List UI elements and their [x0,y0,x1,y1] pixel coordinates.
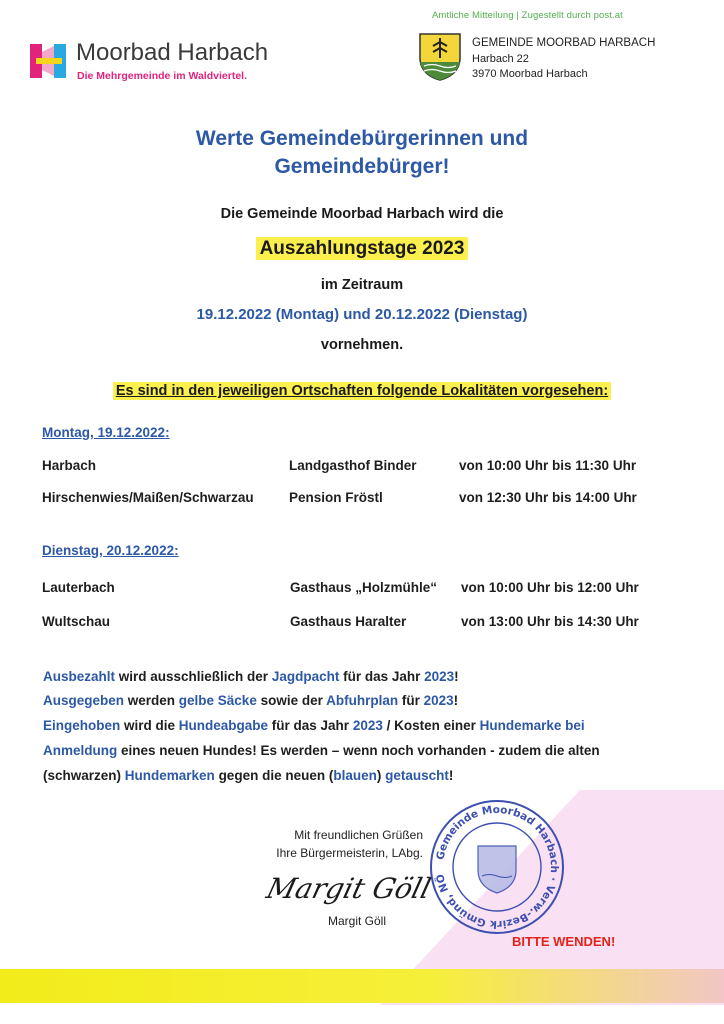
svg-text:Margit Göll: Margit Göll [263,872,435,905]
payout-dates: 19.12.2022 (Montag) und 20.12.2022 (Dienstag) [196,306,528,323]
schedule-venue: Gasthaus Haralter [290,614,407,629]
svg-text:Gemeinde Moorbad Harbach · Ver: Gemeinde Moorbad Harbach · Verw.-Bezirk Gmünd, NÖ [434,803,561,931]
greeting-line-2: Gemeindebürger! [274,155,450,178]
schedule-place: Lauterbach [42,580,115,595]
info-line-payout: Ausbezahlt wird ausschließlich der Jagdpacht für das Jahr 2023! [43,669,459,684]
yellow-footer-band [0,969,724,1003]
schedule-venue: Gasthaus „Holzmühle“ [290,580,438,595]
intro-line: Die Gemeinde Moorbad Harbach wird die [220,206,504,222]
intro-closing: vornehmen. [320,337,404,353]
title-wrapper [0,238,724,260]
turn-over-notice: BITTE WENDEN! [512,934,616,949]
signatory-name: Margit Göll [327,914,386,928]
day-heading-monday: Montag, 19.12.2022: [42,425,170,440]
municipality-name: GEMEINDE MOORBAD HARBACH [472,37,656,49]
info-line-exchange: (schwarzen) Hundemarken gegen die neuen (blauen) getauscht! [43,768,454,783]
period-label: im Zeitraum [320,277,404,293]
official-stamp-seal [426,796,568,938]
municipal-crest-icon [418,32,462,82]
schedule-venue: Pension Fröstl [289,490,383,505]
schedule-time: von 12:30 Uhr bis 14:00 Uhr [459,490,637,505]
schedule-venue: Landgasthof Binder [289,458,417,473]
info-line-handout: Ausgegeben werden gelbe Säcke sowie der Abfuhrplan für 2023! [43,693,459,708]
schedule-time: von 10:00 Uhr bis 12:00 Uhr [461,580,639,595]
moorbad-logo-icon [30,42,68,80]
day-heading-tuesday: Dienstag, 20.12.2022: [42,543,179,558]
closing-regards: Mit freundlichen Grüßen [294,828,423,842]
municipality-street: Harbach 22 [472,53,529,65]
schedule-time: von 10:00 Uhr bis 11:30 Uhr [459,458,637,473]
postal-notice: Amtliche Mitteilung | Zugestellt durch post.at [432,10,623,21]
schedule-place: Harbach [42,458,97,473]
municipality-city: 3970 Moorbad Harbach [472,68,588,80]
schedule-place: Hirschenwies/Maißen/Schwarzau [42,490,254,505]
info-line-dogtax: Eingehoben wird die Hundeabgabe für das Jahr 2023 / Kosten einer Hundemarke bei [43,718,585,733]
locations-heading: Es sind in den jeweiligen Ortschaften folgende Lokalitäten vorgesehen: [113,382,611,400]
payout-days-title: Auszahlungstage 2023 [256,237,469,260]
logo-tagline: Die Mehrgemeinde im Waldviertel. [77,70,247,82]
handwritten-signature [263,862,435,912]
schedule-place: Wultschau [42,614,111,629]
closing-role: Ihre Bürgermeisterin, LAbg. [276,846,423,860]
schedule-time: von 13:00 Uhr bis 14:30 Uhr [461,614,639,629]
locations-heading-wrapper [0,382,724,400]
info-line-registration: Anmeldung eines neuen Hundes! Es werden – wenn noch vorhanden - zudem die alten [43,743,600,758]
greeting-line-1: Werte Gemeindebürgerinnen und [195,127,529,150]
logo-name: Moorbad Harbach [76,39,269,66]
